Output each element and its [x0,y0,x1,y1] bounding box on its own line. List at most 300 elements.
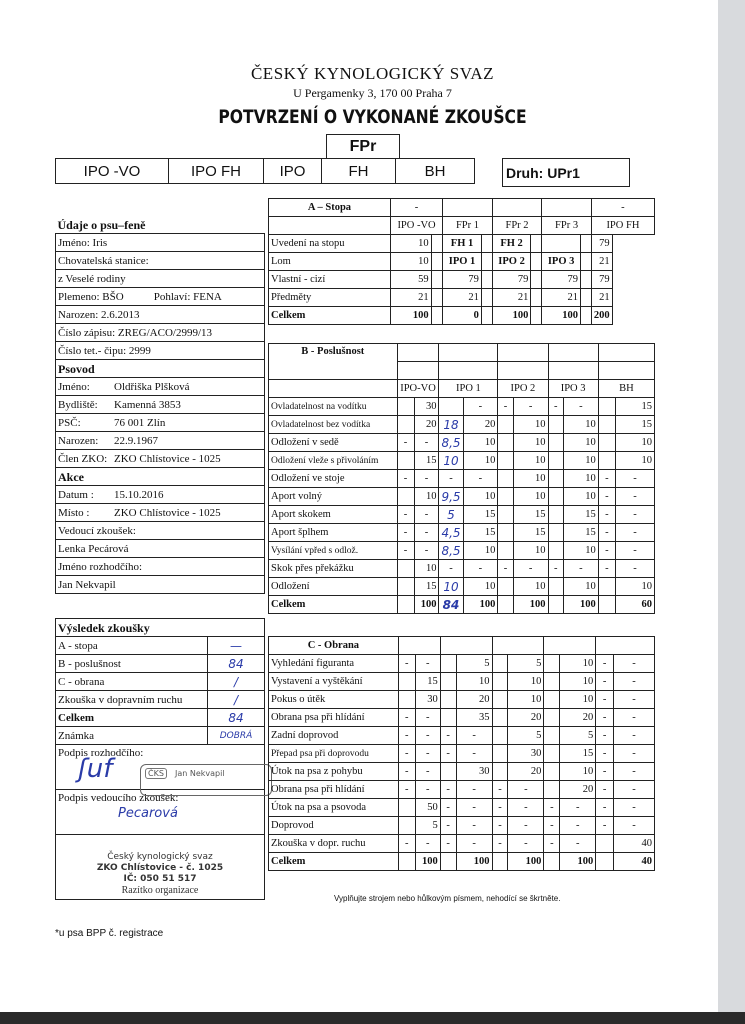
b-cell: - [439,470,463,488]
b-cell [439,398,463,416]
event-place: ZKO Chlístovice - 1025 [114,506,221,519]
b-cell [548,470,563,488]
a-cell: 200 [591,307,612,325]
b-cell: 20 [414,416,439,434]
b-cell: 15 [414,578,439,596]
c-cell: - [456,745,492,763]
c-cell: 5 [415,817,440,835]
c-cell: - [415,745,440,763]
a-cell [542,235,581,253]
b-cell [498,452,513,470]
b-cell: - [414,434,439,452]
a-cell [580,307,591,325]
a-cell: 21 [591,253,612,271]
b-cell: - [498,560,513,578]
c-cell: - [398,709,415,727]
a-cell: 10 [390,235,431,253]
c-cell: 5 [560,727,596,745]
judge-signature-label: Podpis rozhodčího: [58,747,144,759]
leader-signature: Pecarová [118,806,178,821]
c-cell [440,763,456,781]
owner-born-label: Narozen: [58,434,99,447]
c-row [269,709,655,727]
c-cell [492,691,508,709]
b-cell: 10 [615,452,654,470]
result-value: / [208,673,265,691]
a-cell: 79 [542,271,581,289]
event-date-label: Datum : [58,488,94,501]
c-row-label: Útok na psa a psovoda [269,799,399,817]
b-cell: 10 [414,560,439,578]
b-row-label: Vysílání vpřed s odlož. [269,542,398,560]
owner-heading: Psovod [56,360,265,378]
c-cell: - [492,781,508,799]
c-row-label: Pokus o útěk [269,691,399,709]
b-cell: 15 [463,524,498,542]
b-cell: 20 [463,416,498,434]
event-date-row [56,486,265,504]
judge-stamp [140,764,272,796]
event-place-row [56,504,265,522]
b-cell: 9,5 [439,488,463,506]
b-cell: 8,5 [439,542,463,560]
c-cell: 20 [560,781,596,799]
c-cell [544,709,560,727]
owner-name-label: Jméno: [58,380,90,393]
result-row [56,655,265,673]
c-cell: 30 [508,745,544,763]
c-row-label: Obrana psa při hlídání [269,709,399,727]
a-cell: 21 [542,289,581,307]
event-heading: Akce [56,468,265,486]
b-cell [598,578,615,596]
c-cell: - [596,727,614,745]
c-cell [398,817,415,835]
b-cell: 30 [414,398,439,416]
c-row [269,655,655,673]
owner-born-row [56,432,265,450]
result-label: C - obrana [56,673,208,691]
b-cell: 60 [615,596,654,614]
b-cell [598,452,615,470]
a-cell: 21 [492,289,531,307]
b-cell: - [563,398,598,416]
b-cell: 4,5 [439,524,463,542]
result-label: Známka [56,727,208,745]
result-value: — [208,637,265,655]
b-cell [598,416,615,434]
c-cell: 20 [508,709,544,727]
b-row [269,434,655,452]
b-cell [548,416,563,434]
a-cell [481,289,492,307]
b-cell: 15 [563,506,598,524]
result-value: 84 [208,709,265,727]
b-cell: 10 [513,416,548,434]
doc-title: POTVRZENÍ O VYKONANÉ ZKOUŠCE [218,106,527,128]
b-cell: 10 [513,452,548,470]
b-cell [548,434,563,452]
b-row-label: Ovladatelnost na vodítku [269,398,398,416]
c-cell: 10 [560,655,596,673]
c-cell: - [560,817,596,835]
a-col-ipo-fh: IPO FH [591,217,654,235]
c-cell: 100 [560,853,596,871]
b-cell: 10 [463,542,498,560]
b-cell: 100 [414,596,439,614]
org-stamp-line-3: IČ: 050 51 517 [123,874,197,884]
a-dash-2: - [591,199,654,217]
b-cell [397,398,414,416]
c-cell: - [415,781,440,799]
b-cell: - [414,542,439,560]
result-row [56,673,265,691]
c-row-label: Zkouška v dopr. ruchu [269,835,399,853]
result-row [56,727,265,745]
b-cell: - [513,560,548,578]
footer-note: Vyplňujte strojem nebo hůlkovým písmem, nehodící se škrtněte. [334,894,561,903]
b-row-label: Celkem [269,596,398,614]
b-cell [548,524,563,542]
c-cell: - [415,655,440,673]
b-cell: - [463,560,498,578]
c-row-label: Obrana psa při hlídání [269,781,399,799]
b-cell: - [563,560,598,578]
b-cell: 10 [563,416,598,434]
type-ipo: IPO [264,159,322,183]
a-cell: 79 [443,271,482,289]
c-row-label: Zadní doprovod [269,727,399,745]
c-cell: - [596,673,614,691]
c-cell: - [456,799,492,817]
exam-type-row [55,158,475,184]
result-label: Zkouška v dopravním ruchu [56,691,208,709]
b-cell: 100 [463,596,498,614]
b-cell: 100 [563,596,598,614]
result-value: / [208,691,265,709]
a-col-fpr3: FPr 3 [542,217,592,235]
c-cell: - [544,799,560,817]
c-row-label: Přepad psa při doprovodu [269,745,399,763]
result-row [56,709,265,727]
b-cell: 10 [439,452,463,470]
b-cell [498,488,513,506]
result-label: A - stopa [56,637,208,655]
c-cell: - [440,781,456,799]
c-cell [492,709,508,727]
c-cell [544,727,560,745]
c-row [269,853,655,871]
a-cell [431,271,443,289]
a-cell [481,271,492,289]
a-cell [481,253,492,271]
a-cell: 100 [542,307,581,325]
c-cell: - [614,709,655,727]
b-cell: 15 [463,506,498,524]
b-cell: 15 [615,398,654,416]
c-cell: - [614,763,655,781]
a-cell: 0 [443,307,482,325]
b-row-label: Aport skokem [269,506,398,524]
c-cell [492,853,508,871]
c-cell: - [398,745,415,763]
c-cell: - [544,835,560,853]
c-cell: 30 [415,691,440,709]
a-cell [531,289,542,307]
b-cell: - [397,470,414,488]
druh-box: Druh: UPr1 [502,158,630,187]
c-cell: 100 [456,853,492,871]
b-cell: - [598,470,615,488]
a-cell [431,307,443,325]
b-row [269,506,655,524]
c-cell [596,853,614,871]
c-cell: 30 [456,763,492,781]
c-cell: - [596,817,614,835]
c-cell: - [456,727,492,745]
b-cell: - [598,488,615,506]
b-row-label: Odložení ve stoje [269,470,398,488]
c-cell: - [440,799,456,817]
type-ipo-fh: IPO FH [169,159,264,183]
org-name: ČESKÝ KYNOLOGICKÝ SVAZ [250,64,495,83]
b-row-label: Aport volný [269,488,398,506]
c-cell: - [456,835,492,853]
c-cell [544,673,560,691]
c-cell [544,781,560,799]
org-stamp-line-2: ZKO Chlístovice - č. 1025 [96,863,224,873]
b-cell [548,542,563,560]
c-cell: 100 [415,853,440,871]
c-cell: - [596,799,614,817]
dog-table [55,216,265,594]
c-cell [440,853,456,871]
scan-edge [718,0,745,1024]
result-value: 84 [208,655,265,673]
judge-signature: ʃuf [78,754,113,784]
dog-breed: Plemeno: BŠO [58,290,124,303]
dog-breed-row [56,288,265,306]
c-row [269,727,655,745]
c-cell: - [398,781,415,799]
c-cell [398,691,415,709]
c-title: C - Obrana [269,637,399,655]
a-cell [481,235,492,253]
c-cell: 10 [508,673,544,691]
c-cell: - [614,817,655,835]
c-cell: - [614,799,655,817]
c-cell: 5 [456,655,492,673]
c-cell: 15 [415,673,440,691]
org-address: U Pergamenky 3, 170 00 Praha 7 [293,86,452,100]
section-b-table [268,343,655,614]
c-cell [492,673,508,691]
fpr-box: FPr [326,134,400,159]
b-cell: - [615,524,654,542]
result-label: B - poslušnost [56,655,208,673]
c-cell: - [596,709,614,727]
b-col-ipo2: IPO 2 [498,380,548,398]
b-cell: 15 [513,524,548,542]
b-cell: - [397,506,414,524]
b-row-label: Odložení [269,578,398,596]
event-judge: Jan Nekvapil [56,576,265,594]
b-cell [498,542,513,560]
c-cell: 10 [560,673,596,691]
b-cell: - [498,398,513,416]
b-cell: 8,5 [439,434,463,452]
c-cell: 10 [508,691,544,709]
a-row-label: Uvedení na stopu [269,235,391,253]
c-cell: - [415,727,440,745]
b-col-ipo1: IPO 1 [439,380,498,398]
b-cell: - [615,560,654,578]
b-cell: 15 [513,506,548,524]
c-cell: - [492,835,508,853]
b-row [269,596,655,614]
c-cell [492,763,508,781]
c-row-label: Doprovod [269,817,399,835]
c-cell: - [440,745,456,763]
c-cell: 5 [508,727,544,745]
a-cell [481,307,492,325]
result-row [56,637,265,655]
b-cell [498,470,513,488]
a-sub-label: FH 1 [443,235,482,253]
a-sub-label: IPO 1 [443,253,482,271]
b-cell: - [598,542,615,560]
c-cell: 20 [508,763,544,781]
b-cell: - [414,506,439,524]
c-cell: - [596,691,614,709]
b-cell: 15 [615,416,654,434]
b-cell: - [598,524,615,542]
c-cell: 10 [456,673,492,691]
c-cell [544,853,560,871]
dog-reg: Číslo zápisu: ZREG/ACO/2999/13 [56,324,265,342]
c-cell: - [398,763,415,781]
b-cell [548,506,563,524]
b-cell: - [397,524,414,542]
b-cell: - [463,398,498,416]
c-cell: 5 [508,655,544,673]
a-sub-label: FH 2 [492,235,531,253]
c-cell: - [440,817,456,835]
a-cell [580,235,591,253]
leader-signature-cell [56,790,265,835]
c-cell: - [614,745,655,763]
c-cell: 35 [456,709,492,727]
b-cell: - [463,470,498,488]
event-place-label: Místo : [58,506,90,519]
b-col-ipo-vo: IPO-VO [397,380,439,398]
a-cell [580,289,591,307]
b-cell [498,524,513,542]
b-row [269,542,655,560]
b-cell: 10 [513,542,548,560]
c-cell: - [614,655,655,673]
leader-signature-label: Podpis vedoucího zkoušek: [58,792,179,804]
b-cell: 10 [563,434,598,452]
dog-sex: Pohlaví: FENA [153,290,222,303]
b-cell: 10 [615,434,654,452]
b-cell: 10 [463,578,498,596]
c-cell [492,745,508,763]
a-cell [531,271,542,289]
a-row-label: Lom [269,253,391,271]
c-cell: - [456,817,492,835]
a-cell [431,289,443,307]
c-cell: - [440,727,456,745]
c-row-label: Útok na psa z pohybu [269,763,399,781]
b-cell: - [548,398,563,416]
c-cell: - [398,655,415,673]
c-cell: - [596,781,614,799]
c-row [269,745,655,763]
b-cell: - [513,398,548,416]
c-row [269,673,655,691]
c-cell [398,853,415,871]
org-stamp [55,852,265,896]
b-cell: 15 [563,524,598,542]
a-cell: 79 [591,271,612,289]
a-cell: 79 [492,271,531,289]
c-cell: 15 [560,745,596,763]
b-cell [397,488,414,506]
b-cell: 10 [513,488,548,506]
owner-club: ZKO Chlístovice - 1025 [114,452,221,465]
a-cell: 59 [390,271,431,289]
b-row [269,578,655,596]
c-cell [398,799,415,817]
a-row [269,271,655,289]
c-cell: - [415,709,440,727]
c-cell: - [440,835,456,853]
b-cell: - [439,560,463,578]
c-cell: - [492,799,508,817]
type-fh: FH [322,159,396,183]
c-cell: - [508,799,544,817]
c-cell: - [508,817,544,835]
b-cell [598,398,615,416]
c-cell: 50 [415,799,440,817]
c-cell [492,727,508,745]
dog-kennel-label: Chovatelská stanice: [56,252,265,270]
owner-name-row [56,378,265,396]
b-cell: 10 [563,488,598,506]
c-cell [398,673,415,691]
owner-psc: 76 001 Zlín [114,416,166,429]
c-cell: - [614,673,655,691]
b-cell: - [598,506,615,524]
c-row [269,781,655,799]
b-cell: - [615,470,654,488]
section-a-table [268,198,655,325]
c-cell [440,655,456,673]
b-row-label: Odložení v sedě [269,434,398,452]
b-cell [498,596,513,614]
a-cell [580,271,591,289]
a-cell: 79 [591,235,612,253]
b-cell [598,596,615,614]
footnote: *u psa BPP č. registrace [55,928,164,939]
b-row [269,488,655,506]
owner-club-row [56,450,265,468]
c-cell [440,673,456,691]
event-leader-label: Vedoucí zkoušek: [56,522,265,540]
event-judge-label: Jméno rozhodčího: [56,558,265,576]
a-dash-1: - [390,199,442,217]
